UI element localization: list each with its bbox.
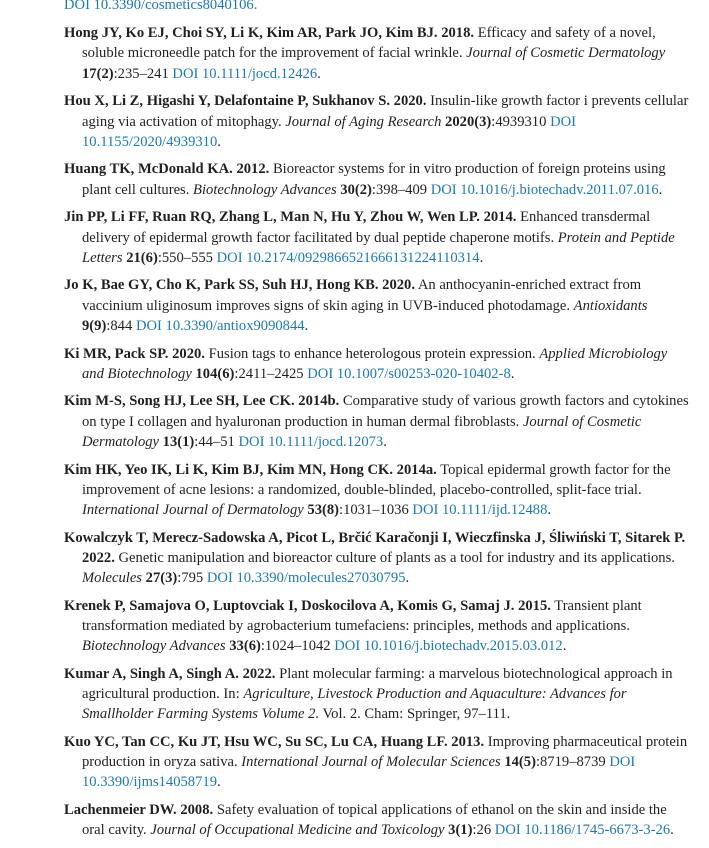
doi-link[interactable]: DOI 10.3390/ijms14058719	[82, 754, 636, 791]
reference-title: Enhanced transdermal delivery of epidermal growth factor facilitated by dual peptide chaperone motifs.	[82, 209, 651, 246]
reference-journal: Biotechnology Advances	[82, 638, 226, 655]
reference-title: Genetic manipulation and bioreactor culture of plants as a tool for industry and its applications.	[118, 549, 675, 566]
reference-pages: Vol. 2. Cham: Springer, 97–111.	[319, 706, 511, 723]
reference-authors: Kim M-S, Song HJ, Lee SH, Lee CK. 2014b.	[64, 393, 340, 410]
reference-title: Safety evaluation of topical applications of ethanol on the skin and inside the oral cavity.	[82, 802, 667, 839]
reference-pages: :795	[177, 570, 204, 587]
reference-volume: 21(6)	[126, 249, 158, 266]
reference-volume: 104(6)	[195, 365, 235, 382]
reference-title: Comparative study of various growth factors and cytokines on type I collagen and hyaluronan production in human dermal fibroblasts.	[82, 393, 689, 430]
reference-authors: Kumar A, Singh A, Singh A. 2022.	[64, 665, 276, 682]
reference-end: .	[670, 822, 674, 839]
reference-pages: :844	[106, 317, 133, 334]
reference-volume: 14(5)	[504, 754, 536, 771]
reference-pages: :26	[472, 822, 492, 839]
doi-link[interactable]: DOI 10.1111/jocd.12073	[238, 433, 384, 450]
reference-title: Efficacy and safety of a novel, soluble microneedle patch for the improvement of facial wrinkle.	[82, 25, 656, 62]
reference-end: .	[510, 365, 515, 382]
reference-journal: International Journal of Molecular Sciences	[241, 754, 501, 771]
reference-pages: :4939310	[491, 113, 547, 130]
reference-entry	[64, 207, 691, 268]
reference-pages: :2411–2425	[234, 365, 304, 382]
reference-end: .	[304, 317, 309, 334]
reference-volume: 2020(3)	[445, 113, 492, 130]
reference-authors: Kuo YC, Tan CC, Ku JT, Hsu WC, Su SC, Lu CA, Huang LF. 2013.	[64, 734, 485, 750]
reference-entry	[64, 528, 691, 589]
doi-link[interactable]: DOI 10.1016/j.biotechadv.2011.07.016	[430, 181, 659, 198]
reference-end: .	[217, 133, 221, 150]
reference-pages: :235–241	[113, 65, 169, 82]
reference-authors: Kim HK, Yeo IK, Li K, Kim BJ, Kim MN, Hong CK. 2014a.	[64, 461, 437, 478]
doi-link[interactable]: DOI 10.1155/2020/4939310	[82, 113, 577, 150]
reference-entry	[64, 664, 691, 725]
doi-link[interactable]: DOI 10.3390/cosmetics8040106.	[64, 0, 258, 13]
reference-end: .	[405, 570, 410, 587]
reference-volume: 3(1)	[448, 822, 473, 839]
reference-title: Topical epidermal growth factor for the improvement of acne lesions: a randomized, double-blinded, placebo-controlled, split-face trial.	[82, 461, 671, 498]
reference-journal: Protein and Peptide Letters	[82, 229, 675, 266]
reference-pages: :44–51	[194, 433, 235, 450]
doi-link[interactable]: DOI 10.3390/molecules27030795	[206, 570, 406, 587]
doi-link[interactable]: DOI 10.1111/ijd.12488	[412, 501, 548, 518]
reference-volume: 30(2)	[340, 181, 372, 198]
reference-journal: Applied Microbiology and Biotechnology	[82, 345, 668, 382]
reference-entry	[64, 460, 691, 521]
reference-journal: Journal of Cosmetic Dermatology	[466, 45, 666, 62]
reference-authors: Jin PP, Li FF, Ruan RQ, Zhang L, Man N, Hu Y, Zhou W, Wen LP. 2014.	[64, 209, 517, 226]
doi-link[interactable]: DOI 10.3390/antiox9090844	[135, 317, 305, 334]
reference-journal: Antioxidants	[573, 297, 648, 314]
reference-title: Transient plant transformation mediated by agrobacterium tumefaciens: principles, methods and applications.	[82, 597, 642, 634]
reference-journal: Agriculture, Livestock Production and Aquaculture: Advances for Smallholder Farming Systems Volume 2.	[82, 686, 627, 723]
reference-pages: :550–555	[157, 249, 213, 266]
reference-journal: Biotechnology Advances	[193, 181, 337, 198]
reference-end: .	[317, 65, 321, 82]
doi-link[interactable]: DOI 10.1016/j.biotechadv.2015.03.012	[334, 638, 563, 655]
doi-link[interactable]: DOI 10.1007/s00253-020-10402-8	[307, 365, 511, 382]
reference-authors: Kowalczyk T, Merecz-Sadowska A, Picot L, Brčić Karačonji I, Wieczfinska J, Śliwiński T, Sitarek P. 2022.	[64, 529, 686, 566]
reference-title: Plant molecular farming: a marvelous biotechnological approach in agricultural production. In:	[82, 665, 673, 703]
reference-end: .	[547, 501, 552, 518]
reference-entry	[64, 344, 691, 384]
reference-entry	[64, 91, 691, 152]
reference-authors: Hou X, Li Z, Higashi Y, Delafontaine P, Sukhanov S. 2020.	[64, 93, 427, 110]
reference-pages: :8719–8739	[535, 754, 606, 771]
reference-end: .	[562, 638, 567, 655]
reference-journal: Journal of Aging Research	[285, 113, 442, 130]
reference-volume: 53(8)	[307, 501, 340, 518]
reference-entry	[64, 391, 691, 452]
reference-end: .	[479, 249, 484, 266]
reference-volume: 9(9)	[82, 317, 107, 334]
reference-volume: 27(3)	[145, 570, 178, 587]
reference-title: Improving pharmaceutical protein production in oryza sativa.	[82, 734, 688, 771]
doi-link[interactable]: DOI 10.1111/jocd.12426	[172, 65, 318, 82]
reference-volume: 13(1)	[162, 433, 195, 450]
reference-authors: Huang TK, McDonald KA. 2012.	[64, 161, 270, 178]
reference-continuation	[64, 0, 691, 15]
reference-title: Insulin-like growth factor i prevents cellular aging via activation of mitophagy.	[82, 93, 689, 130]
reference-journal: Journal of Cosmetic Dermatology	[82, 413, 642, 450]
reference-title: Bioreactor systems for in vitro production of foreign proteins using plant cell cultures.	[82, 161, 666, 198]
reference-volume: 33(6)	[229, 638, 261, 655]
reference-entry	[64, 596, 691, 657]
reference-authors: Jo K, Bae GY, Cho K, Park SS, Suh HJ, Hong KB. 2020.	[64, 277, 415, 294]
reference-authors: Lachenmeier DW. 2008.	[64, 802, 214, 819]
doi-link[interactable]: DOI 10.2174/09298665216661312241103​14	[216, 249, 480, 266]
reference-entry	[64, 800, 691, 840]
reference-authors: Hong JY, Ko EJ, Choi SY, Li K, Kim AR, Park JO, Kim BJ. 2018.	[64, 25, 475, 42]
reference-end: .	[217, 774, 221, 791]
reference-end: .	[383, 433, 387, 450]
reference-title: Fusion tags to enhance heterologous protein expression.	[208, 345, 536, 362]
reference-authors: Ki MR, Pack SP. 2020.	[64, 345, 205, 362]
reference-pages: :1024–1042	[260, 638, 331, 655]
reference-journal: Molecules	[82, 570, 142, 587]
reference-title: An anthocyanin-enriched extract from vaccinium uliginosum improves signs of skin aging in UVB-induced photodamage.	[82, 277, 642, 314]
reference-entry	[64, 275, 691, 336]
reference-end: .	[658, 181, 663, 198]
reference-journal: Journal of Occupational Medicine and Toxicology	[150, 822, 445, 839]
doi-link[interactable]: DOI 10.1186/1745-6673-3-26	[494, 822, 671, 839]
reference-entry	[64, 23, 691, 84]
reference-pages: :398–409	[371, 181, 428, 198]
reference-journal: International Journal of Dermatology	[82, 501, 304, 518]
reference-pages: :1031–1036	[339, 501, 409, 518]
reference-entry	[64, 159, 691, 199]
reference-entry	[64, 732, 691, 793]
reference-authors: Krenek P, Samajova O, Luptovciak I, Doskocilova A, Komis G, Samaj J. 2015.	[64, 597, 551, 614]
reference-volume: 17(2)	[82, 65, 114, 82]
